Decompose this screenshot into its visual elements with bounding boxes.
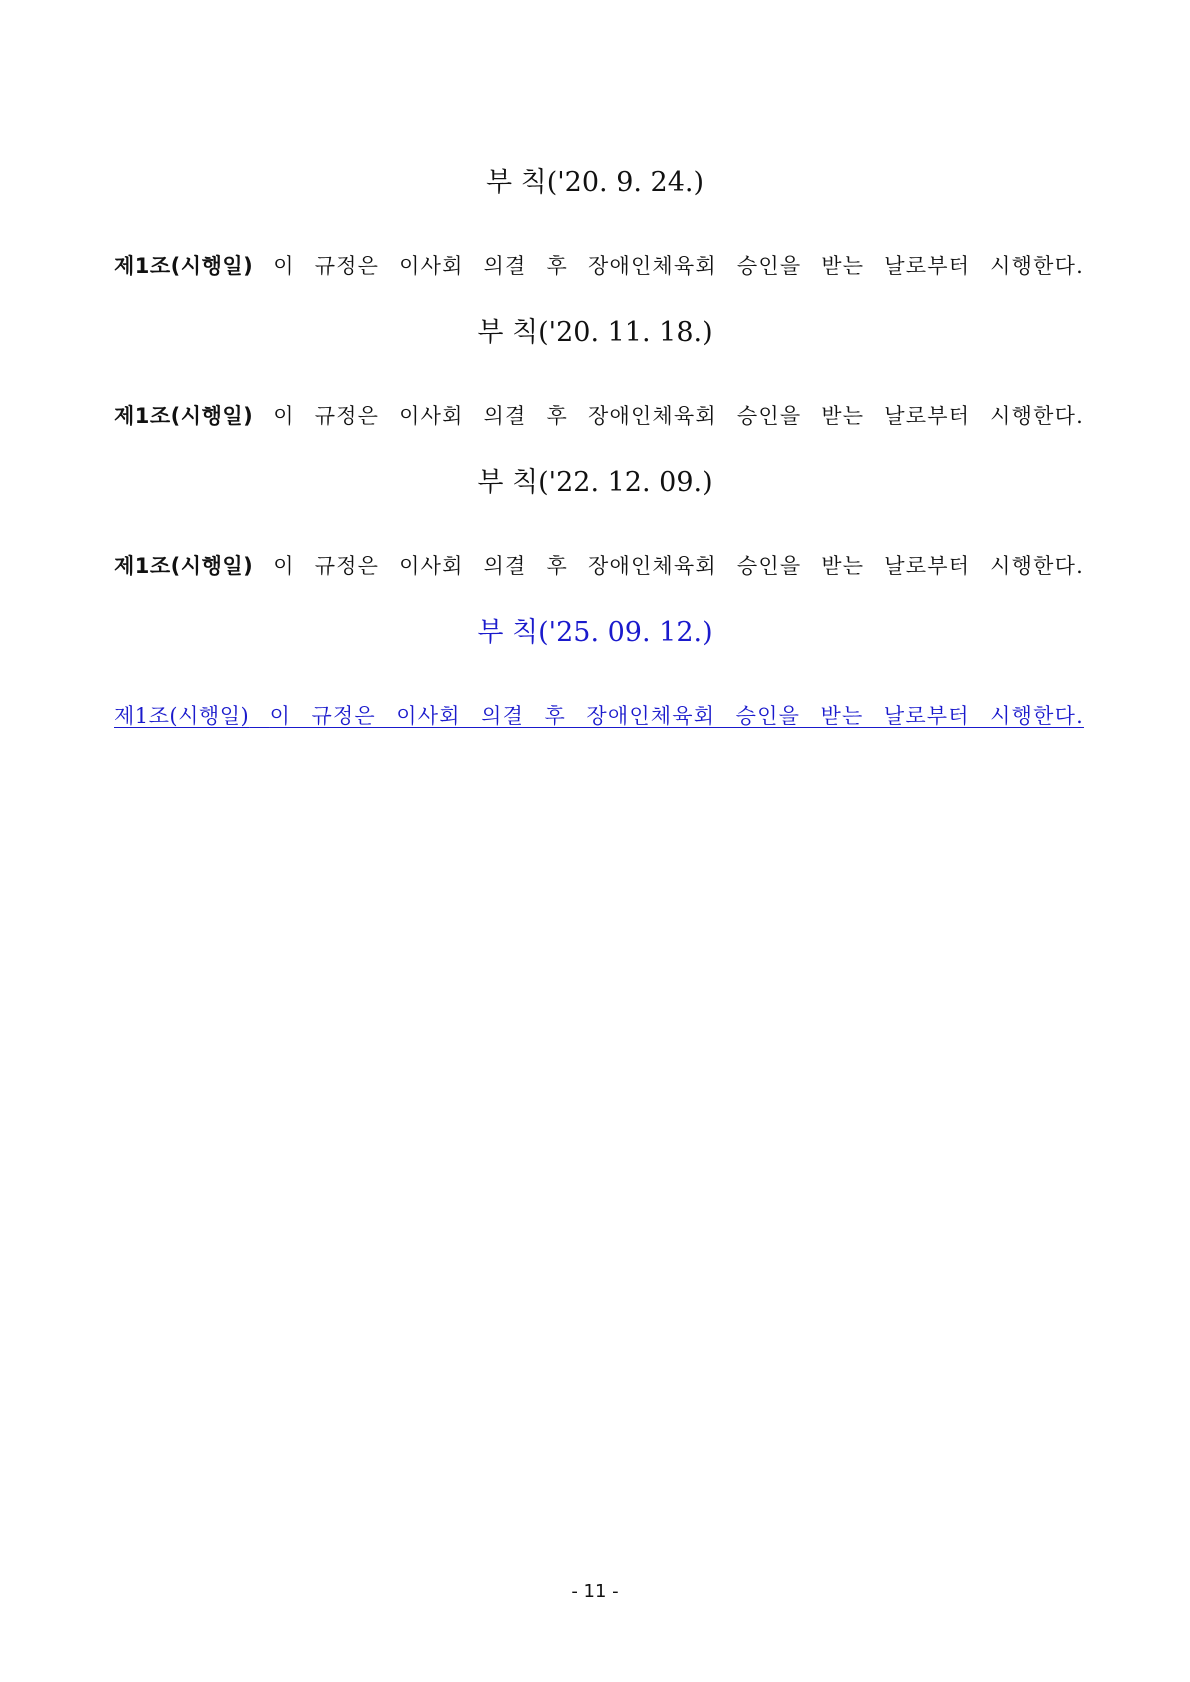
article-text: 이 규정은 이사회 의결 후 장애인체육회 승인을 받는 날로부터 시행한다. [273, 404, 1084, 428]
addendum-heading-2025-09-12 [0, 616, 1190, 650]
article-1-effective-date-revised [114, 701, 1084, 731]
addendum-heading-2020-11-18 [0, 316, 1190, 350]
addendum-heading-text: 부 칙('25. 09. 12.) [477, 617, 713, 648]
article-1-effective-date [114, 401, 1084, 431]
article-title: 제1조(시행일) [114, 554, 254, 578]
article-text: 이 규정은 이사회 의결 후 장애인체육회 승인을 받는 날로부터 시행한다. [269, 704, 1084, 728]
article-1-effective-date [114, 251, 1084, 281]
addendum-heading-text: 부 칙('22. 12. 09.) [477, 467, 713, 498]
article-title: 제1조(시행일) [114, 254, 254, 278]
addendum-heading-2022-12-09 [0, 466, 1190, 500]
addendum-heading-text: 부 칙('20. 9. 24.) [485, 167, 705, 198]
page-number: - 11 - [571, 1581, 619, 1602]
addendum-heading-2020-09-24 [0, 166, 1190, 200]
article-text: 이 규정은 이사회 의결 후 장애인체육회 승인을 받는 날로부터 시행한다. [273, 554, 1084, 578]
article-1-effective-date [114, 551, 1084, 581]
addendum-heading-text: 부 칙('20. 11. 18.) [477, 317, 713, 348]
article-title: 제1조(시행일) [114, 404, 254, 428]
article-title: 제1조(시행일) [114, 704, 250, 728]
article-text: 이 규정은 이사회 의결 후 장애인체육회 승인을 받는 날로부터 시행한다. [273, 254, 1084, 278]
